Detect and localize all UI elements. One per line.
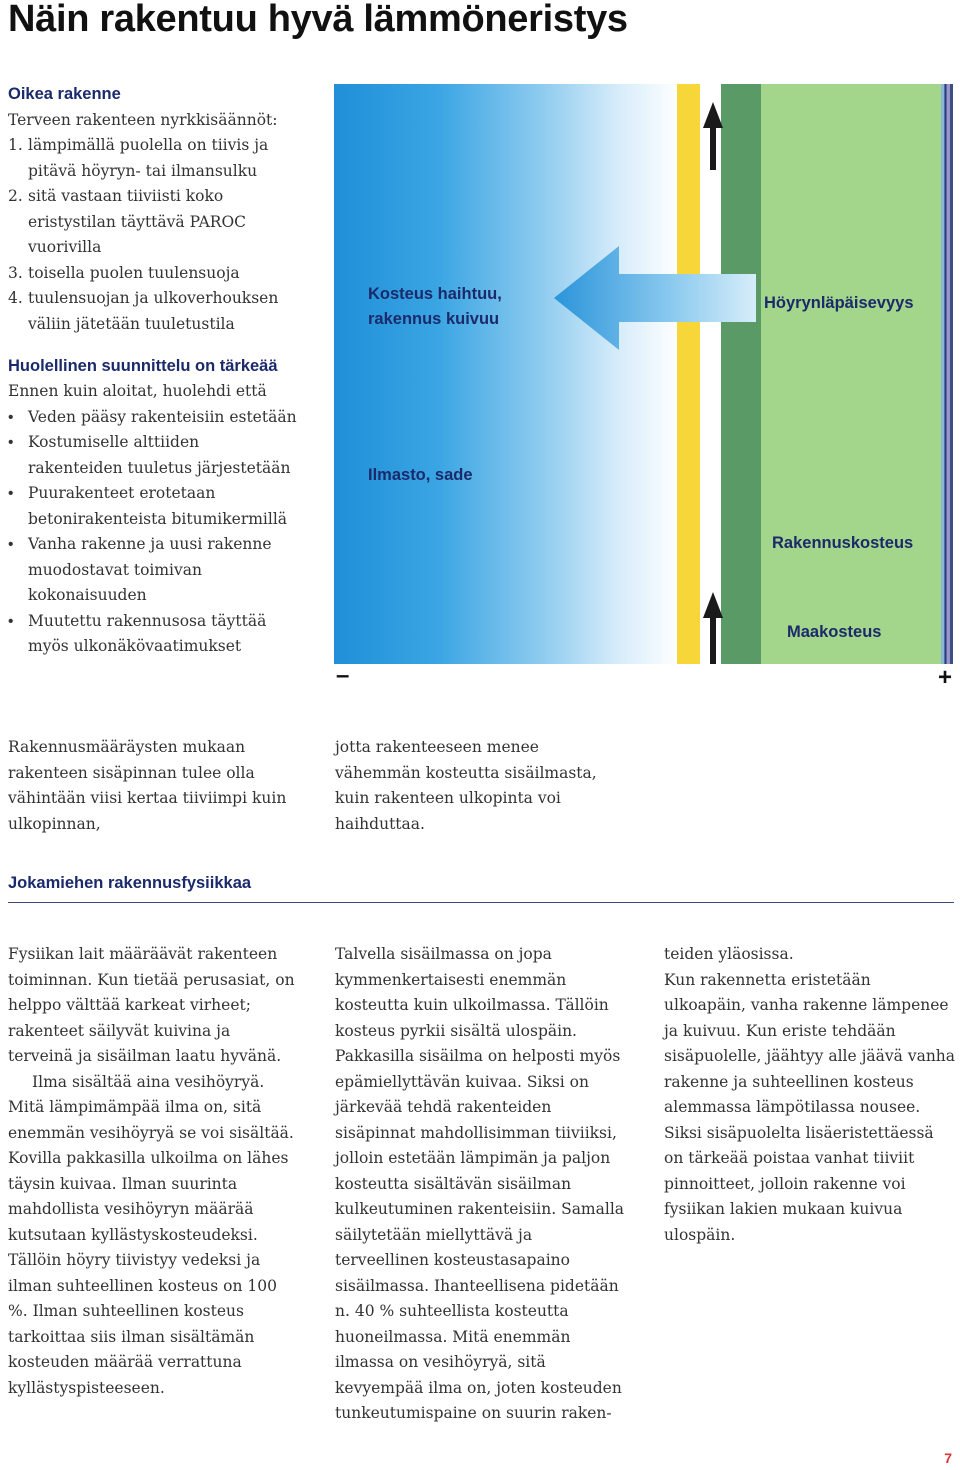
page-title: Näin rakentuu hyvä lämmöneristys bbox=[8, 0, 628, 40]
list-item: 1. lämpimällä puolella on tiivis ja pitävä höyryn- tai ilmansulku bbox=[8, 136, 269, 180]
list-item: 2. sitä vastaan tiiviisti koko eristystilan täyttävä PAROC vuorivilla bbox=[8, 187, 247, 256]
left-column bbox=[8, 82, 298, 660]
ground-moisture-label: Maakosteus bbox=[787, 623, 882, 641]
list-item: • Puurakenteet erotetaan betonirakenteista bitumikermillä bbox=[8, 481, 298, 532]
section-heading: Jokamiehen rakennusfysiikkaa bbox=[8, 874, 252, 892]
wall-structure-diagram bbox=[334, 84, 956, 694]
paragraph: Ilma sisältää aina vesihöyryä. Mitä lämpimämpää ilma on, sitä enemmän vesihöyryä se voi sisältää. Kovilla pakkasilla ulkoilma on lähes täysin kuivaa. Ilman suurinta mahdollista vesihöyryn määrää kutsutaan kyllästyskosteudeksi. Tällöin höyry tiivistyy vedeksi ja ilman suhteellinen kosteus on 100 %. Ilman suhteellinen kosteus tarkoittaa siis ilman sisältämän kosteuden määrää verrattuna kyllästyspisteeseen. bbox=[8, 1072, 294, 1397]
evaporation-arrow bbox=[554, 246, 756, 350]
evaporation-label: Kosteus haihtuu, rakennus kuivuu bbox=[368, 285, 502, 328]
paragraph: Talvella sisäilmassa on jopa kymmenkertaisesti enemmän kosteutta kuin ulkoilmassa. Tällöin kosteus pyrkii sisältä ulospäin. Pakkasilla sisäilma on helposti myös epämiellyttävän kuivaa. Siksi on järkevää tehdä rakenteiden sisäpinnat mahdollisimman tiiviiksi, jolloin estetään lämpimän ja paljon kosteutta sisältävän sisäilman kulkeutuminen rakenteisiin. Samalla säilytetään miellyttävä ja terveellinen kosteustasapaino sisäilmassa. Ihanteellisena pidetään n. 40 % suhteellista kosteutta huoneilmassa. Mitä enemmän ilmassa on vesihöyryä, sitä kevyempää ilma on, joten kosteuden tunkeutumispaine on suurin raken- bbox=[335, 945, 625, 1422]
plus-sign: + bbox=[938, 664, 953, 691]
body-column-2 bbox=[335, 942, 627, 1427]
arrows-overlay bbox=[334, 84, 956, 694]
list-item: 4. tuulensuojan ja ulkoverhouksen väliin jätetään tuuletustila bbox=[8, 289, 279, 333]
suunnittelu-intro: Ennen kuin aloitat, huolehdi että bbox=[8, 382, 267, 400]
oikea-rakenne-heading: Oikea rakenne bbox=[8, 85, 121, 103]
oikea-intro: Terveen rakenteen nyrkkisäännöt: bbox=[8, 110, 278, 129]
paragraph: Fysiikan lait määräävät rakenteen toiminnan. Kun tietää perusasiat, on helppo välttää karkeat virheet; rakenteet säilyvät kuivina ja terveinä ja sisäilman laatu hyvänä. bbox=[8, 945, 295, 1065]
vapor-permeability-label: Höyrynläpäisevyys bbox=[764, 294, 914, 312]
paragraph: Kun rakennetta eristetään ulkoapäin, vanha rakenne lämpenee ja kuivuu. Kun eriste tehdään sisäpuolelle, jäähtyy alle jäävä vanha rakenne ja suhteellinen kosteus alemmassa lämpötilassa nousee. Siksi sisäpuolelta lisäeristettäessä on tärkeää poistaa vanhat tiiviit pinnoitteet, jolloin rakenne voi fysiikan lakien mukaan kuivua ulospäin. bbox=[664, 970, 956, 1244]
list-item: • Muutettu rakennusosa täyttää myös ulkonäkövaatimukset bbox=[8, 609, 298, 660]
paragraph: teiden yläosissa. bbox=[664, 945, 794, 963]
up-arrow-icon bbox=[703, 592, 723, 664]
building-moisture-label: Rakennuskosteus bbox=[772, 534, 914, 552]
body-column-3 bbox=[664, 942, 956, 1248]
suunnittelu-heading: Huolellinen suunnittelu on tärkeää bbox=[8, 357, 278, 375]
checklist bbox=[8, 405, 298, 660]
up-arrow-icon bbox=[703, 102, 723, 170]
list-item: 3. toisella puolen tuulensuoja bbox=[8, 263, 240, 282]
list-item: • Kostumiselle alttiiden rakenteiden tuuletus järjestetään bbox=[8, 430, 298, 481]
rules-list bbox=[8, 133, 298, 337]
page-number: 7 bbox=[944, 1450, 952, 1466]
divider bbox=[8, 902, 954, 903]
minus-sign: – bbox=[336, 662, 350, 689]
list-item: • Veden pääsy rakenteisiin estetään bbox=[8, 405, 298, 431]
list-item: • Vanha rakenne ja uusi rakenne muodostavat toimivan kokonaisuuden bbox=[8, 532, 298, 609]
body-column-1 bbox=[8, 942, 300, 1401]
climate-label: Ilmasto, sade bbox=[368, 466, 473, 484]
regulations-text-left: Rakennusmääräysten mukaan rakenteen sisäpinnan tulee olla vähintään viisi kertaa tiiviimpi kuin ulkopinnan, bbox=[8, 738, 287, 833]
regulations-text-right: jotta rakenteeseen menee vähemmän kosteutta sisäilmasta, kuin rakenteen ulkopinta voi haihduttaa. bbox=[335, 738, 597, 833]
